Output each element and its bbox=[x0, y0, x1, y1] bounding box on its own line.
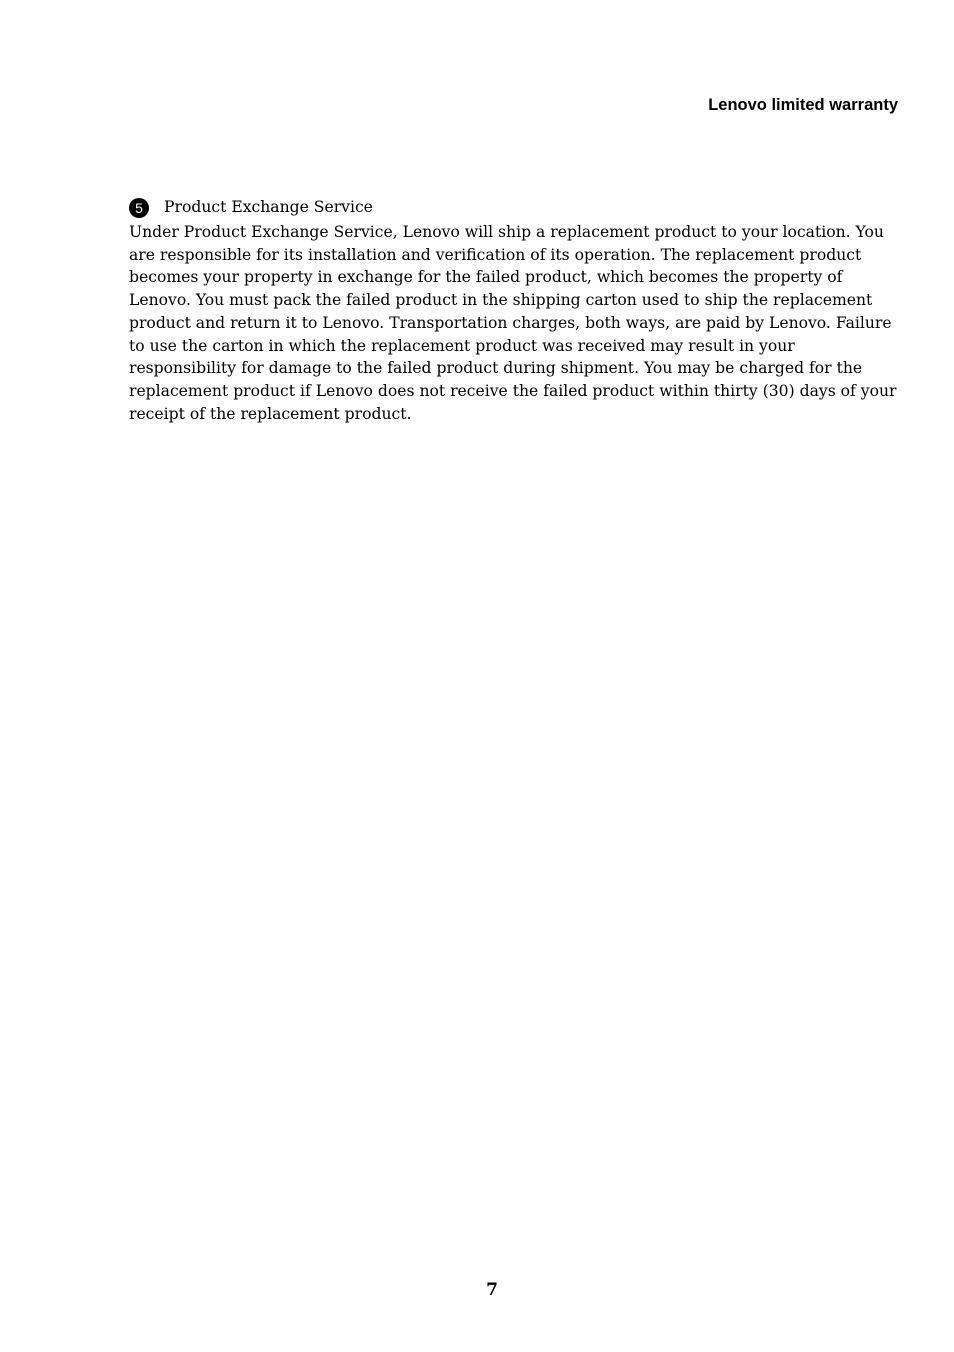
running-header: Lenovo limited warranty bbox=[708, 96, 898, 114]
product-exchange-section bbox=[129, 196, 899, 425]
section-body-paragraph: Under Product Exchange Service, Lenovo will ship a replacement product to your location. You are responsible for its installation and verification of its operation. The replacement product becomes your property in exchange for the failed product, which becomes the property of Lenovo. You must pack the failed product in the shipping carton used to ship the replacement product and return it to Lenovo. Transportation charges, both ways, are paid by Lenovo. Failure to use the carton in which the replacement product was received may result in your responsibility for damage to the failed product during shipment. You may be charged for the replacement product if Lenovo does not receive the failed product within thirty (30) days of your receipt of the replacement product. bbox=[129, 223, 897, 423]
section-heading bbox=[129, 196, 899, 219]
page-number: 7 bbox=[486, 1280, 498, 1300]
section-title: Product Exchange Service bbox=[164, 198, 373, 216]
numbered-circle-icon: 5 bbox=[129, 198, 149, 218]
